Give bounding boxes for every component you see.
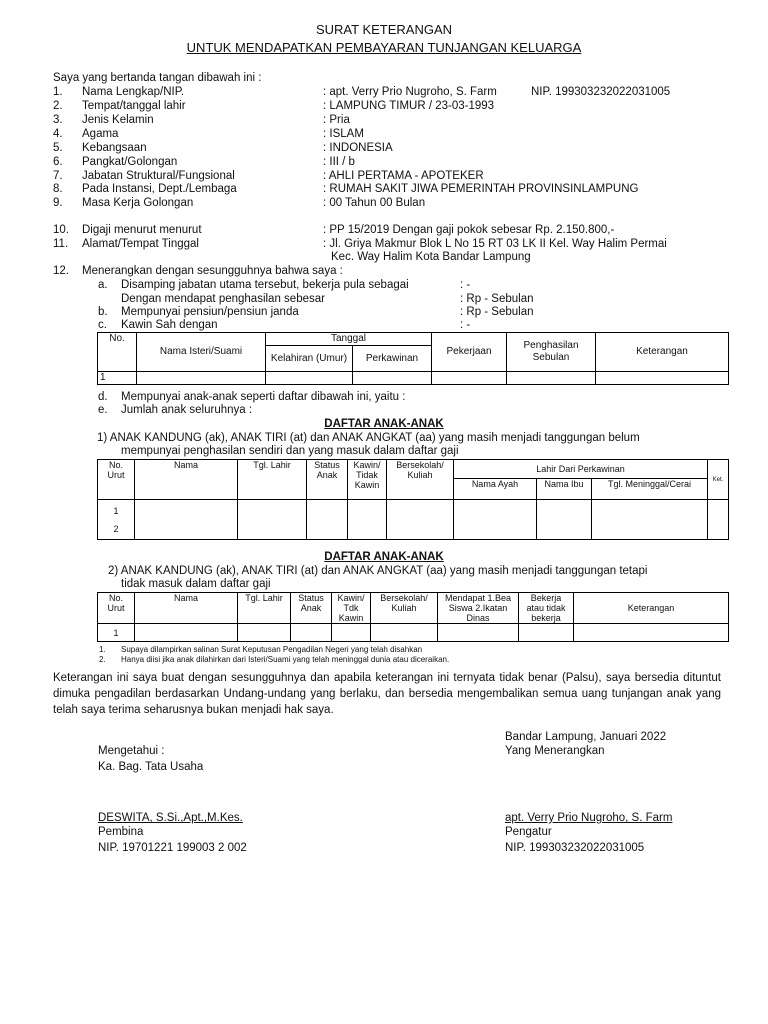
- children-table-1: [97, 459, 729, 540]
- field-label: Jabatan Struktural/Fungsional: [82, 170, 235, 182]
- col-nama: Nama Isteri/Suami: [137, 333, 266, 372]
- item12-num: 12.: [53, 265, 69, 277]
- field-num: 5.: [53, 142, 63, 154]
- col-kelahiran: Kelahiran (Umur): [266, 346, 353, 372]
- col-bekerja: Bekerja atau tidak bekerja: [519, 593, 574, 624]
- col-sekolah: Bersekolah/ Kuliah: [387, 460, 454, 500]
- col-perkawinan: Perkawinan: [353, 346, 432, 372]
- field-num: 11.: [53, 238, 69, 250]
- row-number: 1: [98, 372, 137, 385]
- field-value: : INDONESIA: [323, 142, 393, 154]
- table-row: [98, 624, 729, 642]
- intro-text: Saya yang bertanda tangan dibawah ini :: [53, 72, 262, 84]
- col-lahir-dari: Lahir Dari Perkawinan: [454, 460, 708, 479]
- field-num: 3.: [53, 114, 63, 126]
- col-tanggal: Tanggal: [266, 333, 432, 346]
- item-d-text: Mempunyai anak-anak seperti daftar dibawah ini, yaitu :: [121, 391, 406, 403]
- field-value: : 00 Tahun 00 Bulan: [323, 197, 426, 209]
- col-nama-ayah: Nama Ayah: [454, 479, 537, 500]
- item-b-text: Mempunyai pensiun/pensiun janda: [121, 306, 299, 318]
- row-number: 2: [113, 523, 119, 534]
- col-keterangan: Keterangan: [596, 333, 729, 372]
- field-num: 7.: [53, 170, 63, 182]
- daftar1-heading: DAFTAR ANAK-ANAK: [324, 418, 444, 430]
- col-sekolah: Bersekolah/ Kuliah: [371, 593, 438, 624]
- children-table-2: [97, 592, 729, 642]
- col-no-urut: No. Urut: [98, 593, 135, 624]
- field-num: 1.: [53, 86, 63, 98]
- item-letter: e.: [98, 404, 108, 416]
- col-kawin: Kawin/ Tdk Kawin: [332, 593, 371, 624]
- statement-paragraph: Keterangan ini saya buat dengan sesungguhnya dan apabila keterangan ini ternyata tidak benar (Palsu), saya bersedia dituntut dimuka pengadilan berdasarkan Undang-undang yang berlaku, dan bersedia mengembalikan semua uang tunjangan anak yang telah saya terima seharusnya bukan menjadi hak saya.: [53, 672, 721, 716]
- field-nip: NIP. 199303232022031005: [531, 86, 671, 98]
- item-c-value: : -: [460, 319, 471, 331]
- field-label: Digaji menurut menurut: [82, 224, 202, 236]
- footnote-text: Hanya diisi jika anak dilahirkan dari Isteri/Suami yang telah meninggal dunia atau diceraikan.: [121, 655, 450, 664]
- item-letter: c.: [98, 319, 107, 331]
- item-a-text: Disamping jabatan utama tersebut, bekerja pula sebagai: [121, 279, 409, 291]
- field-label: Nama Lengkap/NIP.: [82, 86, 185, 98]
- row-number: 1: [98, 624, 135, 642]
- document-title: SURAT KETERANGAN: [315, 22, 453, 37]
- col-keterangan: Keterangan: [574, 593, 729, 624]
- field-label: Pada Instansi, Dept./Lembaga: [82, 183, 237, 195]
- field-num: 6.: [53, 156, 63, 168]
- item-c-text: Kawin Sah dengan: [121, 319, 218, 331]
- left-signatory-rank: Pembina: [98, 826, 144, 838]
- col-no: No.: [98, 333, 137, 372]
- item-a-value: : -: [460, 279, 471, 291]
- field-label: Jenis Kelamin: [82, 114, 154, 126]
- field-num: 9.: [53, 197, 63, 209]
- col-ket: Ket.: [708, 460, 729, 500]
- col-status: Status Anak: [307, 460, 348, 500]
- footnote-num: 1.: [99, 645, 106, 654]
- row-number: 1: [113, 505, 119, 516]
- field-value: : RUMAH SAKIT JIWA PEMERINTAH PROVINSINLAMPUNG: [323, 183, 639, 195]
- right-role: Yang Menerangkan: [505, 745, 605, 757]
- table-row: [98, 500, 729, 540]
- left-role1: Mengetahui :: [98, 745, 165, 757]
- right-signatory-rank: Pengatur: [505, 826, 552, 838]
- spouse-table: [97, 332, 729, 385]
- item-a-value2: : Rp - Sebulan: [460, 293, 534, 305]
- col-no-urut: No. Urut: [98, 460, 135, 500]
- item-letter: b.: [98, 306, 108, 318]
- right-signatory-nip: NIP. 199303232022031005: [505, 842, 645, 854]
- field-label: Masa Kerja Golongan: [82, 197, 194, 209]
- col-nama: Nama: [135, 593, 238, 624]
- col-penghasilan: Penghasilan Sebulan: [507, 333, 596, 372]
- field-value: : ISLAM: [323, 128, 364, 140]
- col-tgl-lahir: Tgl. Lahir: [238, 460, 307, 500]
- item-letter: a.: [98, 279, 108, 291]
- field-num: 4.: [53, 128, 63, 140]
- field-value-cont: Kec. Way Halim Kota Bandar Lampung: [331, 251, 531, 263]
- col-tgl-lahir: Tgl. Lahir: [238, 593, 291, 624]
- field-label: Alamat/Tempat Tinggal: [82, 238, 199, 250]
- daftar2-line1: 2) ANAK KANDUNG (ak), ANAK TIRI (at) dan ANAK ANGKAT (aa) yang masih menjadi tanggungan tetapi: [108, 565, 648, 577]
- item-e-text: Jumlah anak seluruhnya :: [121, 404, 253, 416]
- field-value: : LAMPUNG TIMUR / 23-03-1993: [323, 100, 495, 112]
- field-label: Pangkat/Golongan: [82, 156, 178, 168]
- daftar2-line2: tidak masuk dalam daftar gaji: [121, 578, 271, 590]
- item-b-value: : Rp - Sebulan: [460, 306, 534, 318]
- col-nama-ibu: Nama Ibu: [537, 479, 592, 500]
- document-subtitle: UNTUK MENDAPATKAN PEMBAYARAN TUNJANGAN KELUARGA: [186, 40, 582, 55]
- field-value: : Pria: [323, 114, 350, 126]
- left-signatory-nip: NIP. 19701221 199003 2 002: [98, 842, 247, 854]
- col-pekerjaan: Pekerjaan: [432, 333, 507, 372]
- col-status: Status Anak: [291, 593, 332, 624]
- col-kawin: Kawin/ Tidak Kawin: [348, 460, 387, 500]
- field-value: : PP 15/2019 Dengan gaji pokok sebesar Rp. 2.150.800,-: [323, 224, 615, 236]
- field-value: : III / b: [323, 156, 355, 168]
- table-row: [98, 372, 729, 385]
- footnote-num: 2.: [99, 655, 106, 664]
- field-num: 2.: [53, 100, 63, 112]
- daftar1-line2: mempunyai penghasilan sendiri dan yang masuk dalam daftar gaji: [121, 445, 459, 457]
- field-value: : Jl. Griya Makmur Blok L No 15 RT 03 LK II Kel. Way Halim Permai: [323, 238, 667, 250]
- right-signatory-name: apt. Verry Prio Nugroho, S. Farm: [505, 812, 673, 824]
- field-num: 10.: [53, 224, 69, 236]
- field-value: : apt. Verry Prio Nugroho, S. Farm: [323, 86, 497, 98]
- col-nama: Nama: [135, 460, 238, 500]
- field-label: Kebangsaan: [82, 142, 147, 154]
- col-mendapat: Mendapat 1.Bea Siswa 2.Ikatan Dinas: [438, 593, 519, 624]
- field-num: 8.: [53, 183, 63, 195]
- item12-text: Menerangkan dengan sesungguhnya bahwa saya :: [82, 265, 343, 277]
- field-label: Agama: [82, 128, 119, 140]
- daftar1-line1: 1) ANAK KANDUNG (ak), ANAK TIRI (at) dan ANAK ANGKAT (aa) yang masih menjadi tanggungan belum: [97, 432, 640, 444]
- item-a-text2: Dengan mendapat penghasilan sebesar: [121, 293, 325, 305]
- field-label: Tempat/tanggal lahir: [82, 100, 186, 112]
- left-role2: Ka. Bag. Tata Usaha: [98, 761, 204, 773]
- col-meninggal: Tgl. Meninggal/Cerai: [592, 479, 708, 500]
- field-value: : AHLI PERTAMA - APOTEKER: [323, 170, 484, 182]
- footnote-text: Supaya dilampirkan salinan Surat Keputusan Pengadilan Negeri yang telah disahkan: [121, 645, 423, 654]
- place-date: Bandar Lampung, Januari 2022: [505, 731, 667, 743]
- left-signatory-name: DESWITA, S.Si.,Apt.,M.Kes.: [98, 812, 243, 824]
- item-letter: d.: [98, 391, 108, 403]
- daftar2-heading: DAFTAR ANAK-ANAK: [324, 551, 444, 563]
